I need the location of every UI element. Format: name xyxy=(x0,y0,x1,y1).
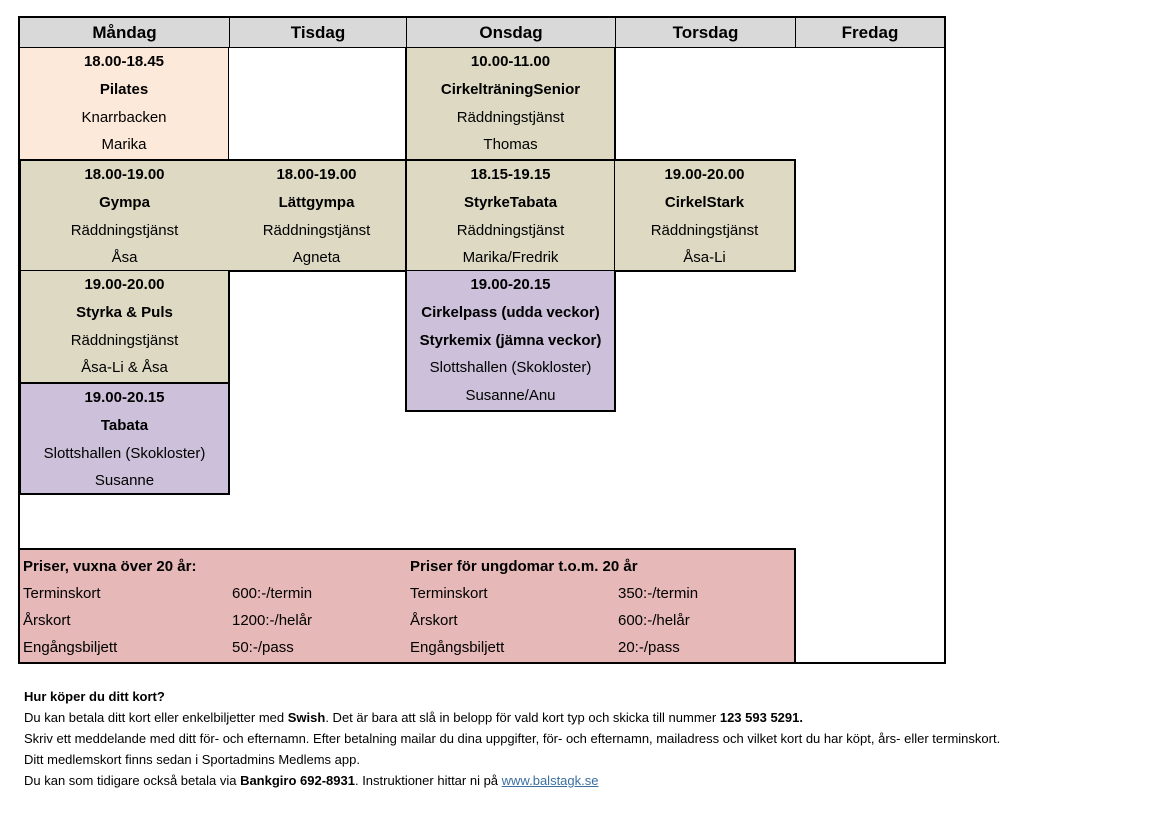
class-time: 18.00-19.00 xyxy=(276,166,357,183)
adult-price-label: Engångsbiljett xyxy=(23,639,118,656)
class-block-cirkelpass-styrkemix xyxy=(405,271,616,412)
youth-price-label: Årskort xyxy=(410,612,458,629)
class-name: Styrka & Puls xyxy=(76,303,173,321)
class-leader: Susanne xyxy=(94,472,155,490)
class-place: Räddningstjänst xyxy=(456,221,565,239)
class-leader: Marika xyxy=(101,136,147,154)
day-header-thursday: Torsdag xyxy=(615,18,795,48)
class-leader: Thomas xyxy=(483,136,538,154)
adult-price-label: Årskort xyxy=(23,612,71,629)
class-place: Räddningstjänst xyxy=(262,221,371,239)
class-time: 18.00-19.00 xyxy=(84,166,165,183)
day-header-friday: Fredag xyxy=(795,18,944,48)
class-name: CirkelträningSenior xyxy=(440,80,581,98)
adult-price-title: Priser, vuxna över 20 år: xyxy=(23,558,197,575)
class-time: 18.00-18.45 xyxy=(83,53,165,70)
class-time: 19.00-20.00 xyxy=(84,276,165,293)
class-name: Tabata xyxy=(100,416,149,434)
class-name: Pilates xyxy=(99,80,149,98)
payment-info-line xyxy=(24,770,1000,791)
bankgiro-number: Bankgiro 692-8931 xyxy=(240,773,355,788)
youth-price-value: 350:-/termin xyxy=(618,585,699,602)
class-block-styrka-puls xyxy=(19,271,230,384)
adult-price-label: Terminskort xyxy=(23,585,101,602)
class-place: Räddningstjänst xyxy=(650,221,759,239)
class-name: Cirkelpass (udda veckor) xyxy=(421,303,600,321)
class-place: Slottshallen (Skokloster) xyxy=(43,444,206,462)
payment-info-line: Skriv ett meddelande med ditt för- och efternamn. Efter betalning mailar du dina uppgifter, för- och efternamn, mailadress och vilket kort du har köpt, års- eller terminskort. xyxy=(24,731,1001,746)
class-leader: Åsa xyxy=(111,249,138,267)
class-leader: Marika/Fredrik xyxy=(462,249,559,267)
class-place: Knarrbacken xyxy=(81,108,167,126)
class-block-gympa xyxy=(19,159,230,272)
class-place: Slottshallen (Skokloster) xyxy=(429,359,592,377)
class-time: 19.00-20.00 xyxy=(664,166,745,183)
payment-info-line: Ditt medlemskort finns sedan i Sportadmins Medlems app. xyxy=(24,752,360,767)
class-time: 10.00-11.00 xyxy=(470,53,551,70)
youth-price-label: Terminskort xyxy=(410,585,488,602)
info-text: . Instruktioner hittar ni på xyxy=(354,773,502,788)
class-time: 19.00-20.15 xyxy=(84,389,165,406)
class-name: Lättgympa xyxy=(278,193,355,211)
info-text: . Det är bara att slå in belopp för vald kort typ och skicka till nummer xyxy=(325,710,720,725)
class-name-alt: Styrkemix (jämna veckor) xyxy=(419,331,602,349)
class-time: 19.00-20.15 xyxy=(470,276,551,293)
class-block-lattgympa xyxy=(228,159,407,272)
swish-number: 123 593 5291. xyxy=(719,710,803,725)
class-leader: Agneta xyxy=(292,249,341,267)
youth-price-label: Engångsbiljett xyxy=(410,639,505,656)
class-name: StyrkeTabata xyxy=(463,193,558,211)
class-time: 18.15-19.15 xyxy=(470,166,551,183)
class-place: Räddningstjänst xyxy=(456,108,565,126)
class-name: Gympa xyxy=(99,193,150,211)
adult-price-value: 50:-/pass xyxy=(232,639,294,656)
day-header-wednesday: Onsdag xyxy=(406,18,615,48)
youth-price-value: 600:-/helår xyxy=(618,612,690,629)
day-header-tuesday: Tisdag xyxy=(229,18,406,48)
class-leader: Susanne/Anu xyxy=(465,387,556,405)
website-link[interactable]: www.balstagk.se xyxy=(501,773,599,788)
class-block-styrketabata xyxy=(405,159,616,272)
youth-price-title: Priser för ungdomar t.o.m. 20 år xyxy=(410,558,638,575)
class-block-cirkeltraning-senior xyxy=(405,48,616,161)
payment-info xyxy=(24,686,1000,791)
payment-info-line xyxy=(24,707,1000,728)
class-place: Räddningstjänst xyxy=(70,221,179,239)
class-block-tabata xyxy=(19,382,230,495)
info-text: Du kan betala ditt kort eller enkelbiljetter med xyxy=(24,710,288,725)
class-name: CirkelStark xyxy=(664,193,745,211)
day-header-monday: Måndag xyxy=(20,18,229,48)
swish-label: Swish xyxy=(287,710,326,725)
adult-price-value: 600:-/termin xyxy=(232,585,313,602)
payment-info-heading: Hur köper du ditt kort? xyxy=(24,689,165,704)
info-text: Du kan som tidigare också betala via xyxy=(24,773,241,788)
adult-price-value: 1200:-/helår xyxy=(232,612,313,629)
class-place: Räddningstjänst xyxy=(70,331,179,349)
class-block-cirkelstark xyxy=(615,159,796,272)
price-table xyxy=(20,548,796,662)
class-leader: Åsa-Li xyxy=(683,249,726,267)
class-block-pilates xyxy=(20,48,229,160)
youth-price-value: 20:-/pass xyxy=(618,639,680,656)
class-leader: Åsa-Li & Åsa xyxy=(81,359,168,377)
